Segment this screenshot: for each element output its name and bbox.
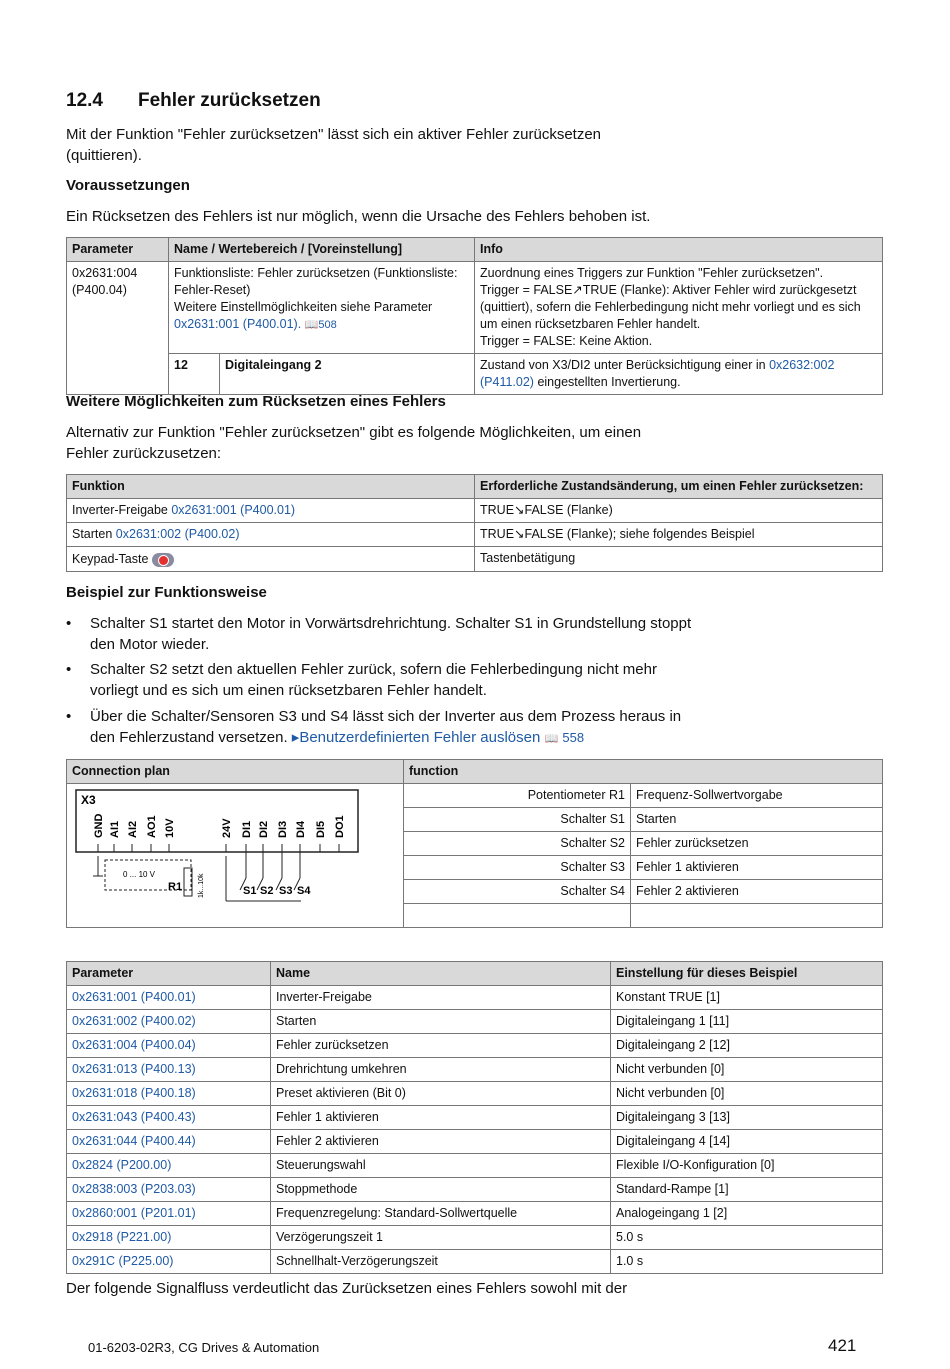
switch-label: S2 (260, 885, 274, 897)
table-row: 0x2838:003 (P203.03) Stoppmethode Standard-Rampe [1] (67, 1178, 883, 1202)
param-cell: 0x2631:004 (P400.04) (67, 262, 169, 395)
start-link[interactable]: 0x2631:002 (P400.02) (115, 527, 240, 541)
connection-table: Connection plan function X3 GND AI1 AI2 AO1 10V 24V DI1 DI2 DI3 DI4 DI5 DO1 0 ... 10 V R1 1k...10k S1 S2 S3 S4 Potentiometer R1 Frequenz-Sollwertvorgabe Schalter S1 Starten Schalter S2 Fehler zurücksetzen Schalter S3 Fehler 1 aktivieren Schalter S4 Fehler 2 aktivieren (66, 759, 883, 928)
param-link[interactable]: 0x2838:003 (P203.03) (72, 1182, 196, 1196)
book-icon: 📖 (544, 733, 559, 745)
arrow-right-icon: ▸ (291, 729, 300, 746)
more-text: Alternativ zur Funktion "Fehler zurücksetzen" gibt es folgende Möglichkeiten, um einen Fehler zurückzusetzen: (66, 424, 642, 462)
col-connection-plan: Connection plan (67, 760, 404, 784)
param-link[interactable]: 0x291C (P225.00) (72, 1254, 174, 1268)
table-row: Inverter-Freigabe 0x2631:001 (P400.01) TRUE↘FALSE (Flanke) (67, 499, 883, 523)
table-row: 0x2631:018 (P400.18) Preset aktivieren (Bit 0) Nicht verbunden [0] (67, 1082, 883, 1106)
parameter-table (66, 237, 883, 395)
table-row: 0x2824 (P200.00) Steuerungswahl Flexible I/O-Konfiguration [0] (67, 1154, 883, 1178)
prereq-heading: Voraussetzungen (66, 177, 190, 194)
col-zustand: Erforderliche Zustandsänderung, um einen Fehler zurücksetzen: (475, 475, 883, 499)
pin-label: AO1 (146, 815, 158, 838)
table-row: 0x2631:013 (P400.13) Drehrichtung umkehren Nicht verbunden [0] (67, 1058, 883, 1082)
col-setting: Einstellung für dieses Beispiel (611, 962, 883, 986)
example-heading: Beispiel zur Funktionsweise (66, 584, 267, 601)
table-row: 0x2631:002 (P400.02) Starten Digitaleingang 1 [11] (67, 1010, 883, 1034)
col-parameter: Parameter (67, 238, 169, 262)
table-row: 0x2631:043 (P400.43) Fehler 1 aktivieren Digitaleingang 3 [13] (67, 1106, 883, 1130)
value-info-cell: Zustand von X3/DI2 unter Berücksichtigung einer in 0x2632:002 (P411.02) eingestellten Invertierung. (475, 354, 883, 395)
param-link[interactable]: 0x2631:004 (P400.04) (72, 1038, 196, 1052)
book-icon: 📖 (304, 319, 319, 331)
table-row: 0x2631:001 (P400.01) Inverter-Freigabe Konstant TRUE [1] (67, 986, 883, 1010)
col-info: Info (475, 238, 883, 262)
pin-label: DO1 (334, 815, 346, 838)
col-name: Name / Wertebereich / [Voreinstellung] (169, 238, 475, 262)
pin-label: DI4 (295, 820, 307, 838)
list-item: • Über die Schalter/Sensoren S3 und S4 lässt sich der Inverter aus dem Prozess heraus in den Fehlerzustand versetzen. ▸Benutzerdefinierten Fehler auslösen 📖 558 (66, 708, 682, 746)
table-row: 0x2631:004 (P400.04) Fehler zurücksetzen Digitaleingang 2 [12] (67, 1034, 883, 1058)
pot-label: R1 (168, 881, 183, 893)
param-link[interactable]: 0x2631:001 (P400.01). (174, 317, 302, 331)
param-link[interactable]: 0x2631:001 (P400.01) (72, 990, 196, 1004)
more-heading: Weitere Möglichkeiten zum Rücksetzen eines Fehlers (66, 393, 446, 410)
name-cell: Funktionsliste: Fehler zurücksetzen (Funktionsliste: Fehler-Reset) Weitere Einstellmöglichkeiten siehe Parameter 0x2631:001 (P400.01). 📖508 (169, 262, 475, 354)
param-link[interactable]: 0x2918 (P221.00) (72, 1230, 172, 1244)
range-label: 0 ... 10 V (123, 870, 156, 879)
reset-options-table (66, 474, 883, 572)
table-row: 0x2860:001 (P201.01) Frequenzregelung: Standard-Sollwertquelle Analogeingang 1 [2] (67, 1202, 883, 1226)
col-function: function (404, 760, 883, 784)
pot-value: 1k...10k (198, 873, 205, 898)
closing-text: Der folgende Signalfluss verdeutlicht das Zurücksetzen eines Fehlers sowohl mit der (66, 1280, 628, 1297)
param-link[interactable]: 0x2860:001 (P201.01) (72, 1206, 196, 1220)
param-link[interactable]: 0x2631:043 (P400.43) (72, 1110, 196, 1124)
pin-label: DI3 (277, 820, 289, 838)
switch-label: S4 (297, 885, 311, 897)
custom-error-link[interactable]: Benutzerdefinierten Fehler auslösen (299, 729, 541, 746)
section-heading: 12.4 Fehler zurücksetzen (66, 90, 321, 111)
pin-label: AI1 (109, 820, 121, 838)
connection-diagram (71, 786, 396, 906)
enable-link[interactable]: 0x2631:001 (P400.01) (171, 503, 296, 517)
page-number: 421 (828, 1336, 857, 1355)
connection-diagram-cell (67, 784, 404, 928)
footer-doc: 01-6203-02R3, CG Drives & Automation (88, 1340, 320, 1355)
col-parameter: Parameter (67, 962, 271, 986)
table-row: 0x291C (P225.00) Schnellhalt-Verzögerungszeit 1.0 s (67, 1250, 883, 1274)
intro-text: Mit der Funktion "Fehler zurücksetzen" lässt sich ein aktiver Fehler zurücksetzen (quittieren). (66, 126, 602, 164)
example-settings-table (66, 961, 883, 1274)
pin-label: DI2 (258, 820, 270, 838)
value-cell: 12 (169, 354, 220, 395)
value-name-cell: Digitaleingang 2 (220, 354, 475, 395)
col-funktion: Funktion (67, 475, 475, 499)
block-label: X3 (81, 793, 96, 807)
pin-label: GND (93, 813, 105, 838)
switch-label: S3 (279, 885, 293, 897)
pin-label: AI2 (127, 820, 139, 838)
table-row: Keypad-Taste Tastenbetätigung (67, 547, 883, 572)
pin-label: DI5 (315, 820, 327, 838)
col-name: Name (271, 962, 611, 986)
param-link[interactable]: 0x2631:044 (P400.44) (72, 1134, 196, 1148)
param-link[interactable]: 0x2631:018 (P400.18) (72, 1086, 196, 1100)
pin-label: 24V (221, 818, 233, 838)
pin-label: DI1 (241, 820, 253, 838)
table-row: 0x2918 (P221.00) Verzögerungszeit 1 5.0 s (67, 1226, 883, 1250)
pin-label: 10V (164, 818, 176, 838)
list-item: • Schalter S2 setzt den aktuellen Fehler zurück, sofern die Fehlerbedingung nicht mehr vorliegt und es sich um einen rücksetzbaren Fehler handelt. (66, 661, 657, 699)
param-link[interactable]: 0x2631:002 (P400.02) (72, 1014, 196, 1028)
prereq-text: Ein Rücksetzen des Fehlers ist nur möglich, wenn die Ursache des Fehlers behoben ist. (66, 208, 651, 225)
switch-label: S1 (243, 885, 257, 897)
param-link[interactable]: 0x2631:013 (P400.13) (72, 1062, 196, 1076)
info-cell: Zuordnung eines Triggers zur Funktion "Fehler zurücksetzen". Trigger = FALSE↗TRUE (Flanke): Aktiver Fehler wird zurückgesetzt (quittiert), sofern die Fehlerbedingung nicht mehr vorliegt und es sich um einen rücksetzbaren Fehler handelt. Trigger = FALSE: Keine Aktion. (475, 262, 883, 354)
stop-key-icon (152, 553, 174, 567)
table-row: 0x2631:044 (P400.44) Fehler 2 aktivieren Digitaleingang 4 [14] (67, 1130, 883, 1154)
list-item: • Schalter S1 startet den Motor in Vorwärtsdrehrichtung. Schalter S1 in Grundstellung stoppt den Motor wieder. (66, 615, 692, 653)
invert-link[interactable]: 0x2632:002 (P411.02) (480, 358, 835, 389)
param-link[interactable]: 0x2824 (P200.00) (72, 1158, 172, 1172)
table-row: Starten 0x2631:002 (P400.02) TRUE↘FALSE (Flanke); siehe folgendes Beispiel (67, 523, 883, 547)
